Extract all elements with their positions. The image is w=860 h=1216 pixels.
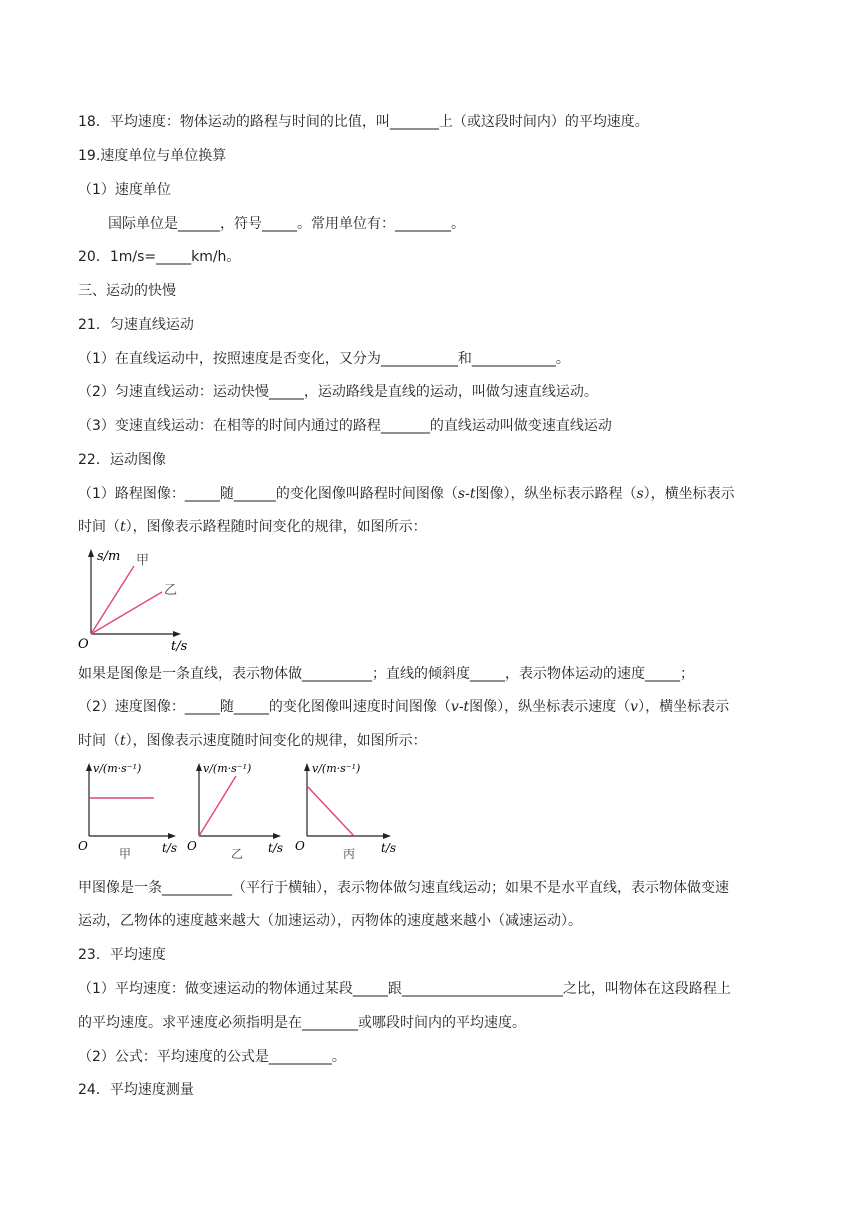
vt-jia-xlabel: t/s <box>162 841 178 855</box>
item-20: 20．1m/s=_____km/h。 <box>78 249 241 265</box>
vt-jia-caption: 甲 <box>119 847 132 861</box>
text-part: 时间（ <box>78 519 120 535</box>
st-line-yi <box>91 592 162 634</box>
text-part: ），图像表示速度随时间变化的规律，如图所示： <box>125 733 427 749</box>
st-conclusion: 如果是图像是一条直线，表示物体做__________；直线的倾斜度_____，表示物体运动的速度_____； <box>78 666 694 682</box>
st-y-arrow <box>88 549 94 557</box>
item-23-sub1-line2: 的平均速度。求平速度必须指明是在________或哪段时间内的平均速度。 <box>78 1015 526 1031</box>
text-italic: s-t <box>457 486 476 502</box>
item-21-sub1: （1）在直线运动中，按照速度是否变化，又分为___________和____________。 <box>78 351 570 367</box>
vt-jia-x-arrow <box>168 833 176 839</box>
vt-yi-origin: O <box>187 839 197 853</box>
text-part: 图像），纵坐标表示路程（ <box>475 486 637 502</box>
vt-yi-y-arrow <box>196 763 202 771</box>
st-ylabel: s/m <box>97 549 121 564</box>
vt-graph-yi <box>187 762 283 861</box>
text-part: 时间（ <box>78 733 120 749</box>
vt-bing-origin: O <box>295 839 305 853</box>
item-22-sub2-line2 <box>78 731 788 751</box>
text-italic: v-t <box>450 699 470 715</box>
item-23-heading: 23．平均速度 <box>78 947 166 963</box>
vt-yi-ylabel: v/(m·s⁻¹) <box>203 762 252 775</box>
item-21-sub2: （2）匀速直线运动：运动快慢_____，运动路线是直线的运动，叫做匀速直线运动。 <box>78 384 598 400</box>
vt-bing-caption: 丙 <box>343 847 356 861</box>
vt-jia-origin: O <box>78 839 88 853</box>
text-part: ），横坐标表示 <box>643 486 735 502</box>
item-19-units: 国际单位是______，符号_____。常用单位有：________。 <box>108 216 465 232</box>
st-label-yi: 乙 <box>164 583 178 598</box>
item-21-heading: 21．匀速直线运动 <box>78 317 194 333</box>
vt-bing-xlabel: t/s <box>381 841 397 855</box>
vt-bing-y-arrow <box>304 763 310 771</box>
st-xlabel: t/s <box>171 639 188 654</box>
st-graph-figure <box>76 546 188 658</box>
vt-bing-line <box>307 786 354 836</box>
vt-jia-ylabel: v/(m·s⁻¹) <box>93 762 142 775</box>
st-line-jia <box>91 566 134 634</box>
text-part: （1）路程图像：_____随______的变化图像叫路程时间图像（ <box>78 486 458 502</box>
text-italic: s <box>636 486 644 502</box>
vt-bing-ylabel: v/(m·s⁻¹) <box>312 762 361 775</box>
text-part: 图像），纵坐标表示速度（ <box>469 699 631 715</box>
vt-yi-line <box>199 776 236 836</box>
item-19-sub1: （1）速度单位 <box>78 182 171 198</box>
item-22-sub1-line2 <box>78 517 788 537</box>
vt-jia-y-arrow <box>86 763 92 771</box>
item-19-heading: 19.速度单位与单位换算 <box>78 148 227 164</box>
item-22-heading: 22．运动图像 <box>78 452 166 468</box>
text-italic: v <box>630 699 639 715</box>
st-label-jia: 甲 <box>136 553 150 568</box>
item-22-sub1-line1 <box>78 484 788 504</box>
vt-graph-figures <box>76 758 406 866</box>
vt-conclusion-line2: 运动，乙物体的速度越来越大（加速运动），丙物体的速度越来越小（减速运动）。 <box>78 913 582 929</box>
text-part: ），图像表示路程随时间变化的规律，如图所示： <box>125 519 427 535</box>
vt-yi-caption: 乙 <box>231 847 244 861</box>
vt-yi-x-arrow <box>273 833 281 839</box>
item-18: 18．平均速度：物体运动的路程与时间的比值，叫_______上（或这段时间内）的平均速度。 <box>78 114 649 130</box>
item-21-sub3: （3）变速直线运动：在相等的时间内通过的路程_______的直线运动叫做变速直线运动 <box>78 418 612 434</box>
text-part: ），横坐标表示 <box>638 699 730 715</box>
section-3-heading: 三、运动的快慢 <box>78 283 176 299</box>
item-22-sub2-line1 <box>78 697 788 717</box>
vt-graph-jia <box>78 762 177 861</box>
item-23-sub1-line1: （1）平均速度：做变速运动的物体通过某段_____跟_______________________之比，叫物体在这段路程上 <box>78 981 731 997</box>
st-x-arrow <box>173 631 181 637</box>
text-italic: t <box>120 519 126 535</box>
item-24-heading: 24．平均速度测量 <box>78 1082 194 1098</box>
item-23-sub2: （2）公式：平均速度的公式是_________。 <box>78 1049 346 1065</box>
vt-yi-xlabel: t/s <box>268 841 284 855</box>
vt-bing-x-arrow <box>383 833 391 839</box>
text-part: （2）速度图像：_____随_____的变化图像叫速度时间图像（ <box>78 699 451 715</box>
text-italic: t <box>120 733 126 749</box>
st-origin: O <box>78 637 89 652</box>
vt-conclusion-line1: 甲图像是一条__________（平行于横轴），表示物体做匀速直线运动；如果不是水平直线，表示物体做变速 <box>78 880 729 896</box>
vt-graph-bing <box>295 762 396 861</box>
